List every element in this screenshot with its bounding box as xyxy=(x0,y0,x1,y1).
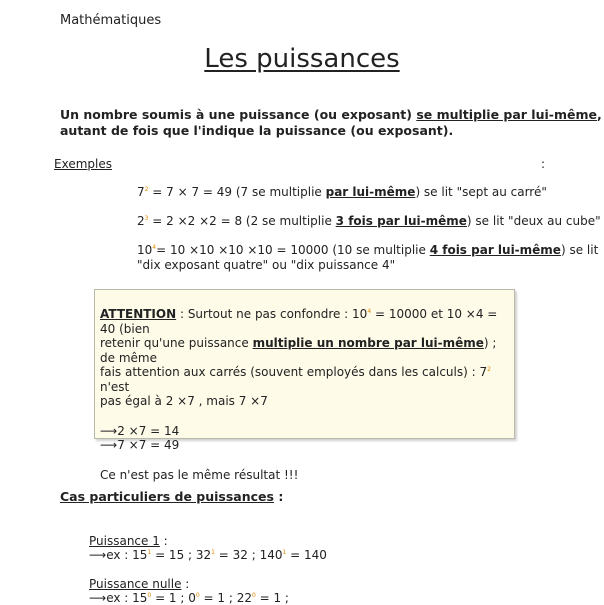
p1-ex-pre: ⟶ex : 15 xyxy=(89,548,148,562)
att-t3: retenir qu'une puissance xyxy=(100,336,253,350)
att-arrow1: ⟶2 ×7 = 14 xyxy=(100,423,180,438)
cas-label: Cas particuliers de puissances xyxy=(60,489,274,504)
ex3-strong: 4 fois par lui-même xyxy=(429,243,561,257)
special-cases-heading xyxy=(60,489,283,504)
intro-underlined: se multiplie par lui-même xyxy=(416,107,597,122)
p1-ex-c: = 140 xyxy=(286,548,327,562)
ex2-rest: = 2 ×2 ×2 = 8 (2 se multiplie xyxy=(148,214,336,228)
ex3-exp: 4 xyxy=(152,244,157,251)
att-t1: : Surtout ne pas confondre : 10 xyxy=(176,307,368,321)
ex2-strong: 3 fois par lui-même xyxy=(335,214,467,228)
att-exp1: 4 xyxy=(367,308,372,315)
ex2-exp: 3 xyxy=(144,215,149,222)
att-strong: multiplie un nombre par lui-même xyxy=(252,336,484,350)
ex1-strong: par lui-même xyxy=(325,185,416,199)
att-conclusion: Ce n'est pas le même résultat !!! xyxy=(100,467,299,482)
ex3-after: ) se lit xyxy=(560,243,599,257)
examples-heading: Exemples xyxy=(54,157,112,171)
p1-e1: 1 xyxy=(147,549,152,556)
attention-label: ATTENTION xyxy=(100,307,177,321)
p0-colon: : xyxy=(181,577,190,591)
example-2 xyxy=(137,214,601,229)
ex3-rest: = 10 ×10 ×10 ×10 = 10000 (10 se multiplie xyxy=(156,243,430,257)
p1-ex-b: = 32 ; 140 xyxy=(214,548,283,562)
intro-part2: , xyxy=(596,107,602,122)
att-exp2: 2 xyxy=(487,366,491,373)
ex1-exp: 2 xyxy=(144,186,149,193)
attention-box xyxy=(94,289,515,482)
attention-text xyxy=(100,307,512,482)
ex2-after: ) se lit "deux au cube" xyxy=(466,214,601,228)
intro-part1: Un nombre soumis à une puissance (ou exposant) xyxy=(60,107,417,122)
subject-header: Mathématiques xyxy=(60,13,162,28)
att-t6: n'est xyxy=(100,379,130,394)
page-title: Les puissances xyxy=(204,44,400,74)
p1-e3: 1 xyxy=(282,549,287,556)
example-3 xyxy=(137,243,598,273)
example-1 xyxy=(137,185,547,200)
p0-ex-b: = 1 ; 22 xyxy=(199,591,252,605)
att-t4: ) ; de même xyxy=(100,336,497,365)
p0-e1: 0 xyxy=(147,592,152,599)
p0-e3: 0 xyxy=(251,592,256,599)
p1-colon: : xyxy=(159,534,168,548)
ex1-base: 7 xyxy=(137,185,145,199)
p1-label: Puissance 1 xyxy=(89,534,160,548)
examples-colon: : xyxy=(541,157,546,171)
p0-e2: 0 xyxy=(195,592,200,599)
att-t2: = 10000 et 10 ×4 = 40 (bien xyxy=(100,307,498,336)
p0-ex-c: = 1 ; xyxy=(255,591,289,605)
p1-ex-a: = 15 ; 32 xyxy=(151,548,212,562)
att-t7: pas égal à 2 ×7 , mais 7 ×7 xyxy=(100,394,268,408)
ex3-base: 10 xyxy=(137,243,153,257)
p0-ex-a: = 1 ; 0 xyxy=(151,591,196,605)
intro-line2: autant de fois que l'indique la puissance (ou exposant). xyxy=(60,123,454,138)
p0-label: Puissance nulle xyxy=(89,577,182,591)
power-zero-section xyxy=(89,577,289,605)
p0-ex-pre: ⟶ex : 15 xyxy=(89,591,148,605)
att-t5: fais attention aux carrés (souvent employés dans les calculs) : 7 xyxy=(100,365,488,379)
ex2-base: 2 xyxy=(137,214,145,228)
definition-paragraph xyxy=(60,107,602,139)
ex1-after: ) se lit "sept au carré" xyxy=(415,185,547,199)
power-one-section xyxy=(89,534,327,562)
att-arrow2: ⟶7 ×7 = 49 xyxy=(100,438,180,452)
p1-e2: 1 xyxy=(211,549,215,556)
ex3-line2: "dix exposant quatre" ou "dix puissance 4" xyxy=(137,258,396,272)
cas-colon: : xyxy=(273,489,284,504)
ex1-rest: = 7 × 7 = 49 (7 se multiplie xyxy=(148,185,326,199)
